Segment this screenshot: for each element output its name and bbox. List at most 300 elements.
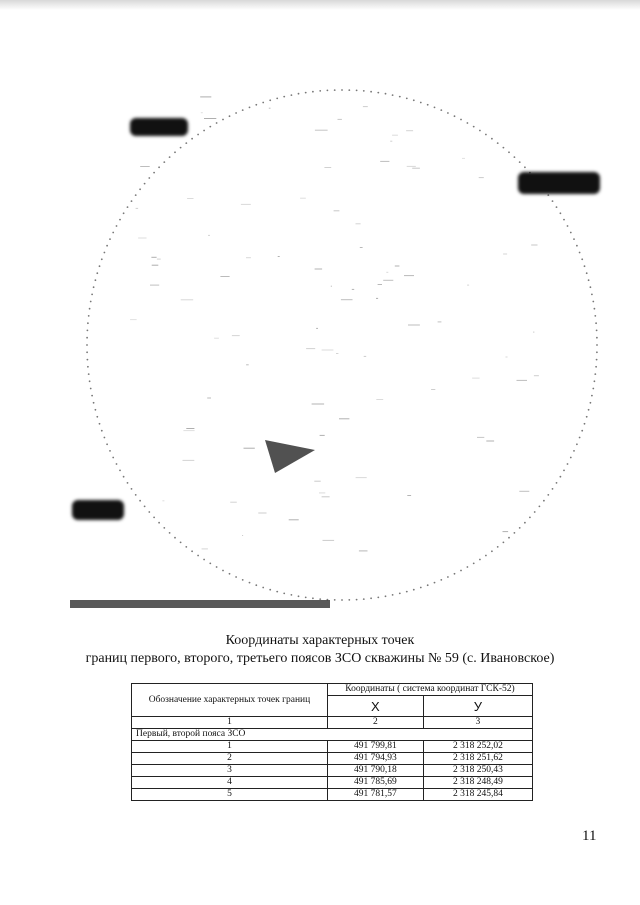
ring-dot bbox=[319, 598, 321, 600]
ring-dot bbox=[249, 582, 251, 584]
point-x: 491 781,57 bbox=[327, 789, 423, 801]
point-x: 491 799,81 bbox=[327, 741, 423, 753]
map-speck bbox=[244, 448, 255, 449]
map-speck bbox=[356, 477, 367, 478]
ring-dot bbox=[420, 587, 422, 589]
point-id: 5 bbox=[132, 789, 328, 801]
map-speck bbox=[157, 259, 161, 260]
ring-dot bbox=[570, 457, 572, 459]
ring-dot bbox=[305, 597, 307, 599]
map-speck bbox=[201, 112, 203, 113]
ring-dot bbox=[99, 265, 101, 267]
point-y: 2 318 251,62 bbox=[423, 753, 532, 765]
ring-dot bbox=[93, 286, 95, 288]
ring-dot bbox=[539, 506, 541, 508]
ring-dot bbox=[370, 597, 372, 599]
ring-dot bbox=[106, 443, 108, 445]
ring-dot bbox=[87, 330, 89, 332]
ring-dot bbox=[99, 423, 101, 425]
ring-dot bbox=[479, 559, 481, 561]
map-speck bbox=[315, 269, 323, 270]
map-speck bbox=[186, 428, 194, 429]
ring-dot bbox=[90, 388, 92, 390]
column-number: 3 bbox=[423, 717, 532, 729]
map-speck bbox=[359, 550, 368, 551]
column-number: 1 bbox=[132, 717, 328, 729]
map-speck bbox=[200, 96, 211, 97]
map-speck bbox=[360, 247, 363, 248]
ring-dot bbox=[434, 107, 436, 109]
ring-dot bbox=[420, 102, 422, 104]
ring-dot bbox=[209, 126, 211, 128]
map-speck bbox=[472, 378, 480, 379]
ring-dot bbox=[460, 570, 462, 572]
ring-dot bbox=[96, 416, 98, 418]
map-speck bbox=[479, 177, 484, 178]
ring-dot bbox=[556, 206, 558, 208]
ring-dot bbox=[88, 373, 90, 375]
ring-dot bbox=[109, 238, 111, 240]
ring-dot bbox=[298, 595, 300, 597]
ring-dot bbox=[552, 200, 554, 202]
table-row bbox=[132, 765, 533, 777]
ring-dot bbox=[101, 430, 103, 432]
ring-dot bbox=[596, 330, 598, 332]
ring-dot bbox=[319, 90, 321, 92]
table-row bbox=[132, 777, 533, 789]
map-speck bbox=[477, 437, 484, 438]
ring-dot bbox=[169, 156, 171, 158]
ring-dot bbox=[148, 177, 150, 179]
ring-dot bbox=[514, 532, 516, 534]
ring-dot bbox=[139, 500, 141, 502]
map-speck bbox=[232, 335, 240, 336]
ring-dot bbox=[123, 212, 125, 214]
map-speck bbox=[378, 284, 382, 285]
ring-dot bbox=[576, 443, 578, 445]
ring-dot bbox=[216, 566, 218, 568]
ring-dot bbox=[222, 570, 224, 572]
map-speck bbox=[140, 166, 150, 167]
ring-dot bbox=[363, 90, 365, 92]
ring-dot bbox=[467, 566, 469, 568]
map-speck bbox=[406, 130, 413, 131]
ring-dot bbox=[590, 286, 592, 288]
map-speck bbox=[356, 223, 361, 224]
ring-dot bbox=[573, 238, 575, 240]
ring-dot bbox=[406, 591, 408, 593]
redaction-blot bbox=[518, 172, 600, 194]
ring-dot bbox=[116, 225, 118, 227]
map-speck bbox=[519, 491, 529, 492]
ring-dot bbox=[473, 126, 475, 128]
ring-dot bbox=[427, 584, 429, 586]
ring-dot bbox=[104, 437, 106, 439]
dark-scan-strip bbox=[70, 600, 330, 608]
map-speck bbox=[376, 399, 383, 400]
ring-dot bbox=[508, 537, 510, 539]
ring-dot bbox=[91, 395, 93, 397]
coordinates-table bbox=[131, 683, 533, 801]
map-speck bbox=[150, 285, 159, 286]
ring-dot bbox=[584, 423, 586, 425]
ring-dot bbox=[262, 587, 264, 589]
ring-dot bbox=[497, 546, 499, 548]
ring-dot bbox=[503, 542, 505, 544]
ring-dot bbox=[216, 122, 218, 124]
header-coords: Координаты ( система координат ГСК-52) bbox=[327, 684, 532, 696]
ring-dot bbox=[93, 402, 95, 404]
map-speck bbox=[531, 245, 537, 246]
ring-dot bbox=[440, 109, 442, 111]
map-speck bbox=[467, 285, 469, 286]
ring-dot bbox=[447, 576, 449, 578]
ring-dot bbox=[356, 599, 358, 601]
ring-dot bbox=[95, 279, 97, 281]
map-speck bbox=[220, 276, 229, 277]
ring-dot bbox=[242, 109, 244, 111]
ring-dot bbox=[413, 589, 415, 591]
map-speck bbox=[503, 254, 507, 255]
ring-dot bbox=[491, 138, 493, 140]
ring-dot bbox=[385, 595, 387, 597]
ring-dot bbox=[229, 115, 231, 117]
map-speck bbox=[312, 404, 325, 405]
ring-dot bbox=[341, 599, 343, 601]
ring-dot bbox=[529, 517, 531, 519]
ring-dot bbox=[158, 166, 160, 168]
ring-dot bbox=[90, 301, 92, 303]
ring-dot bbox=[283, 96, 285, 98]
map-speck bbox=[324, 167, 331, 168]
map-speck bbox=[352, 289, 354, 290]
ring-dot bbox=[341, 89, 343, 91]
ring-dot bbox=[596, 351, 598, 353]
ring-dot bbox=[334, 599, 336, 601]
ring-dot bbox=[153, 517, 155, 519]
zone-map bbox=[70, 55, 615, 615]
ring-dot bbox=[139, 188, 141, 190]
map-speck bbox=[319, 492, 325, 493]
map-speck bbox=[246, 364, 249, 365]
map-speck bbox=[407, 166, 416, 167]
ring-dot bbox=[596, 344, 598, 346]
map-speck bbox=[151, 257, 156, 258]
ring-dot bbox=[348, 599, 350, 601]
map-speck bbox=[412, 168, 420, 169]
ring-dot bbox=[101, 258, 103, 260]
table-row bbox=[132, 753, 533, 765]
map-speck bbox=[336, 353, 338, 354]
ring-dot bbox=[209, 563, 211, 565]
ring-dot bbox=[283, 593, 285, 595]
ring-dot bbox=[144, 183, 146, 185]
ring-dot bbox=[508, 151, 510, 153]
map-speck bbox=[207, 398, 211, 399]
map-speck bbox=[364, 356, 367, 357]
ring-dot bbox=[276, 98, 278, 100]
map-speck bbox=[407, 495, 411, 496]
map-speck bbox=[320, 435, 325, 436]
ring-dot bbox=[185, 142, 187, 144]
scan-edge bbox=[0, 0, 640, 10]
ring-dot bbox=[174, 151, 176, 153]
ring-dot bbox=[255, 104, 257, 106]
map-speck bbox=[462, 158, 465, 159]
map-speck bbox=[431, 389, 435, 390]
ring-dot bbox=[552, 488, 554, 490]
ring-dot bbox=[327, 90, 329, 92]
ring-dot bbox=[89, 380, 91, 382]
ring-dot bbox=[588, 279, 590, 281]
ring-dot bbox=[503, 147, 505, 149]
point-x: 491 785,69 bbox=[327, 777, 423, 789]
table-row bbox=[132, 789, 533, 801]
map-speck bbox=[338, 119, 342, 120]
map-speck bbox=[162, 500, 164, 501]
map-speck bbox=[486, 441, 494, 442]
ring-dot bbox=[594, 373, 596, 375]
map-speck bbox=[230, 502, 237, 503]
map-speck bbox=[204, 118, 216, 119]
ring-dot bbox=[485, 555, 487, 557]
point-y: 2 318 252,02 bbox=[423, 741, 532, 753]
map-speck bbox=[331, 286, 332, 287]
ring-dot bbox=[588, 409, 590, 411]
ring-dot bbox=[91, 294, 93, 296]
ring-dot bbox=[242, 579, 244, 581]
ring-dot bbox=[96, 272, 98, 274]
ring-dot bbox=[392, 94, 394, 96]
ring-dot bbox=[87, 366, 89, 368]
map-speck bbox=[242, 535, 243, 536]
ring-dot bbox=[180, 147, 182, 149]
ring-dot bbox=[519, 161, 521, 163]
ring-dot bbox=[591, 294, 593, 296]
ring-dot bbox=[584, 265, 586, 267]
ring-dot bbox=[334, 89, 336, 91]
ring-dot bbox=[197, 555, 199, 557]
map-speck bbox=[278, 256, 280, 257]
map-speck bbox=[183, 430, 194, 431]
map-speck bbox=[323, 540, 335, 541]
ring-dot bbox=[112, 232, 114, 234]
ring-dot bbox=[312, 91, 314, 93]
ring-dot bbox=[191, 550, 193, 552]
ring-dot bbox=[514, 156, 516, 158]
ring-dot bbox=[269, 589, 271, 591]
ring-dot bbox=[454, 115, 456, 117]
section-label: Первый, второй пояса ЗСО bbox=[132, 729, 533, 741]
map-speck bbox=[289, 519, 299, 520]
map-speck bbox=[306, 348, 315, 349]
map-speck bbox=[334, 210, 340, 211]
ring-dot bbox=[491, 550, 493, 552]
ring-dot bbox=[356, 90, 358, 92]
ring-dot bbox=[119, 470, 121, 472]
ring-dot bbox=[434, 582, 436, 584]
map-speck bbox=[322, 350, 334, 351]
ring-dot bbox=[570, 232, 572, 234]
ring-dot bbox=[106, 245, 108, 247]
ring-dot bbox=[377, 597, 379, 599]
map-speck bbox=[339, 418, 349, 419]
ring-dot bbox=[180, 542, 182, 544]
ring-dot bbox=[576, 245, 578, 247]
map-speck bbox=[322, 496, 330, 497]
ring-dot bbox=[467, 122, 469, 124]
map-speck bbox=[300, 198, 306, 199]
ring-dot bbox=[567, 225, 569, 227]
ring-dot bbox=[586, 272, 588, 274]
ring-dot bbox=[590, 402, 592, 404]
map-speck bbox=[383, 280, 393, 281]
map-speck bbox=[438, 321, 442, 322]
map-speck bbox=[408, 325, 420, 326]
ring-dot bbox=[440, 579, 442, 581]
ring-dot bbox=[95, 409, 97, 411]
point-y: 2 318 250,43 bbox=[423, 765, 532, 777]
map-speck bbox=[395, 266, 400, 267]
map-speck bbox=[130, 319, 137, 320]
ring-dot bbox=[556, 482, 558, 484]
map-speck bbox=[363, 106, 368, 107]
ring-dot bbox=[534, 511, 536, 513]
ring-dot bbox=[135, 194, 137, 196]
ring-dot bbox=[413, 99, 415, 101]
map-speck bbox=[181, 299, 194, 300]
point-id: 2 bbox=[132, 753, 328, 765]
ring-dot bbox=[89, 308, 91, 310]
doc-title-line2: границ первого, второго, третьего поясов ЗСО скважины № 59 (с. Ивановское) bbox=[85, 651, 555, 666]
ring-dot bbox=[131, 200, 133, 202]
ring-dot bbox=[148, 511, 150, 513]
map-speck bbox=[208, 235, 209, 236]
map-drawing bbox=[70, 55, 615, 615]
map-speck bbox=[314, 481, 320, 482]
map-speck bbox=[202, 548, 208, 549]
map-speck bbox=[392, 135, 398, 136]
ring-dot bbox=[276, 591, 278, 593]
ring-dot bbox=[163, 161, 165, 163]
ring-dot bbox=[87, 322, 89, 324]
ring-dot bbox=[592, 388, 594, 390]
ring-dot bbox=[497, 142, 499, 144]
ring-dot bbox=[235, 576, 237, 578]
ring-dot bbox=[560, 476, 562, 478]
ring-dot bbox=[312, 597, 314, 599]
ring-dot bbox=[197, 134, 199, 136]
ring-dot bbox=[249, 107, 251, 109]
ring-dot bbox=[87, 359, 89, 361]
ring-dot bbox=[370, 91, 372, 93]
ring-dot bbox=[595, 322, 597, 324]
ring-dot bbox=[581, 258, 583, 260]
ring-dot bbox=[158, 522, 160, 524]
ring-dot bbox=[579, 252, 581, 254]
ring-dot bbox=[131, 488, 133, 490]
ring-dot bbox=[222, 119, 224, 121]
ring-dot bbox=[185, 546, 187, 548]
ring-dot bbox=[348, 89, 350, 91]
page-number: 11 bbox=[582, 828, 597, 844]
ring-dot bbox=[86, 344, 88, 346]
map-speck bbox=[404, 275, 414, 276]
ring-dot bbox=[406, 98, 408, 100]
ring-dot bbox=[596, 337, 598, 339]
header-x: X bbox=[327, 696, 423, 717]
ring-dot bbox=[203, 130, 205, 132]
ring-dot bbox=[291, 94, 293, 96]
map-speck bbox=[315, 130, 328, 131]
ring-dot bbox=[547, 494, 549, 496]
map-speck bbox=[390, 141, 392, 142]
ring-dot bbox=[153, 172, 155, 174]
ring-dot bbox=[135, 494, 137, 496]
point-id: 1 bbox=[132, 741, 328, 753]
ring-dot bbox=[447, 112, 449, 114]
map-speck bbox=[386, 272, 388, 273]
point-x: 491 790,18 bbox=[327, 765, 423, 777]
ring-dot bbox=[116, 463, 118, 465]
ring-dot bbox=[592, 301, 594, 303]
ring-dot bbox=[127, 206, 129, 208]
ring-dot bbox=[547, 194, 549, 196]
ring-dot bbox=[229, 573, 231, 575]
ring-dot bbox=[119, 219, 121, 221]
ring-dot bbox=[191, 138, 193, 140]
ring-dot bbox=[377, 92, 379, 94]
header-designation: Обозначение характерных точек границ bbox=[132, 684, 328, 717]
ring-dot bbox=[594, 380, 596, 382]
ring-dot bbox=[262, 102, 264, 104]
ring-dot bbox=[594, 315, 596, 317]
ring-dot bbox=[104, 252, 106, 254]
ring-dot bbox=[88, 315, 90, 317]
ring-dot bbox=[269, 99, 271, 101]
map-speck bbox=[138, 238, 146, 239]
ring-dot bbox=[579, 437, 581, 439]
table-row bbox=[132, 741, 533, 753]
ring-dot bbox=[385, 93, 387, 95]
map-speck bbox=[503, 531, 509, 532]
ring-dot bbox=[298, 93, 300, 95]
ring-dot bbox=[163, 527, 165, 529]
ring-dot bbox=[595, 366, 597, 368]
map-speck bbox=[517, 380, 528, 381]
map-speck bbox=[136, 208, 139, 209]
ring-dot bbox=[169, 532, 171, 534]
ring-dot bbox=[86, 337, 88, 339]
ring-dot bbox=[479, 130, 481, 132]
ring-dot bbox=[203, 559, 205, 561]
map-speck bbox=[316, 328, 318, 329]
ring-dot bbox=[591, 395, 593, 397]
ring-dot bbox=[586, 416, 588, 418]
doc-title-line1: Координаты характерных точек bbox=[225, 633, 415, 648]
map-speck bbox=[506, 357, 508, 358]
ring-dot bbox=[567, 463, 569, 465]
redaction-blot bbox=[130, 118, 188, 136]
ring-dot bbox=[235, 112, 237, 114]
ring-dot bbox=[363, 598, 365, 600]
map-speck bbox=[152, 265, 159, 266]
header-y: У bbox=[423, 696, 532, 717]
ring-dot bbox=[560, 212, 562, 214]
map-speck bbox=[341, 299, 353, 300]
ring-dot bbox=[123, 476, 125, 478]
ring-dot bbox=[392, 594, 394, 596]
